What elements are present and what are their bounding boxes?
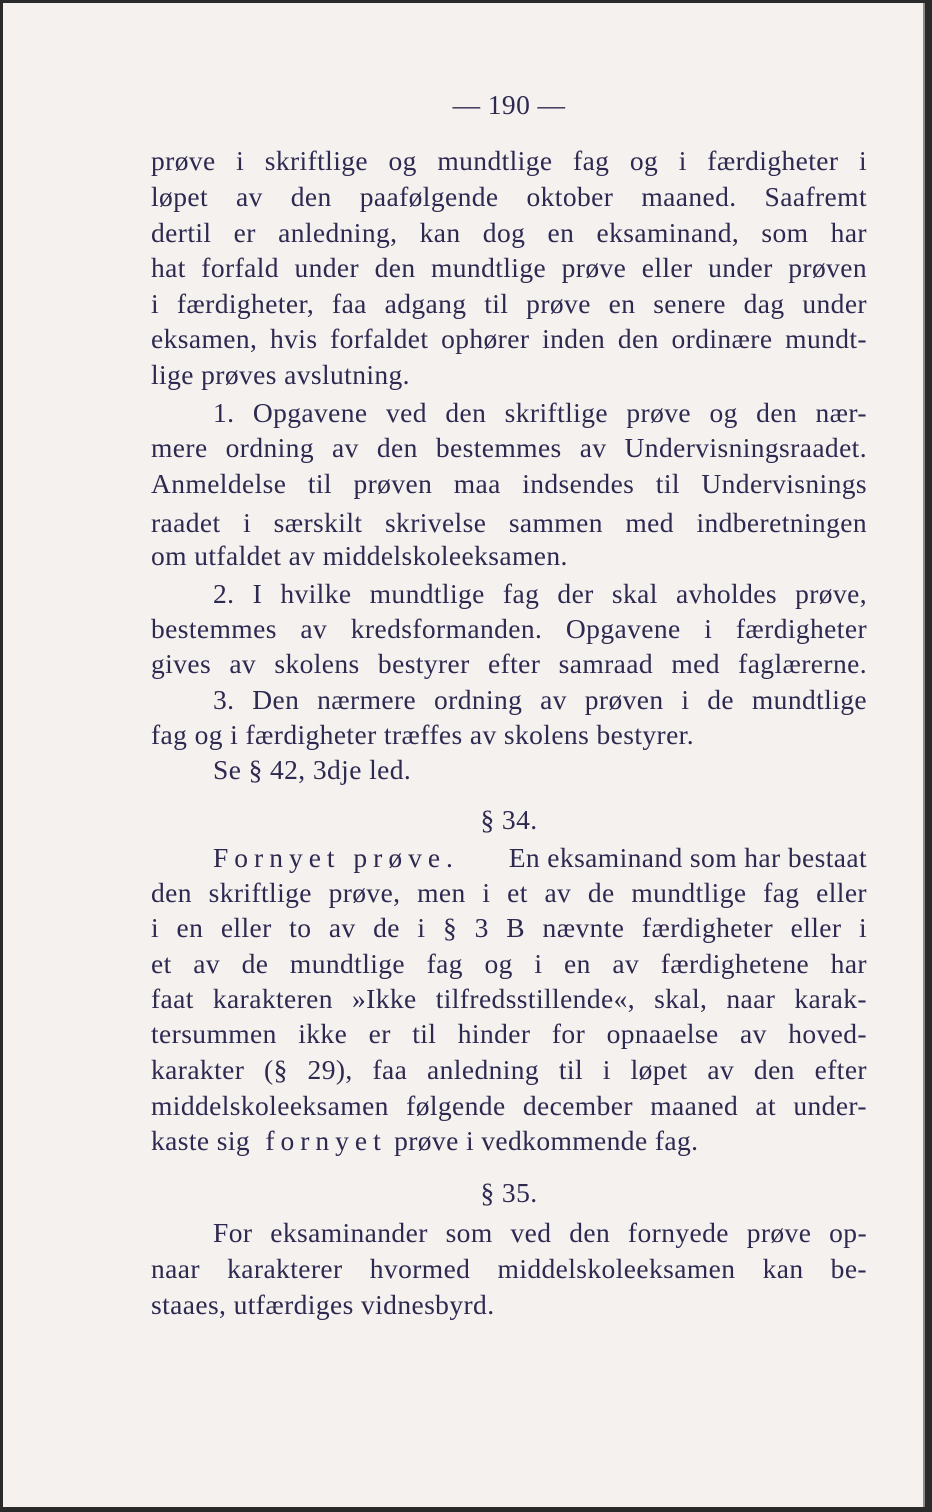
text-line-7: lige prøves avslutning. [151,359,410,390]
page-number-text: — 190 — [452,89,566,120]
text-line-32: For eksaminander som ved den fornyede prøve op- [213,1217,867,1248]
text-line-28-start: kaste sig [151,1125,251,1156]
text-line-25: tersummen ikke er til hinder for opnaaelse av hoved- [151,1018,867,1049]
text-line-22: i en eller to av de i § 3 B nævnte færdigheter eller i [151,912,867,943]
text-line-20-rest: En eksaminand som har bestaat [508,842,867,873]
text-line-9: mere ordning av den bestemmes av Undervisningsraadet. [151,432,867,463]
text-line-27: middelskoleeksamen følgende december maaned at under- [151,1090,867,1121]
text-line-4: hat forfald under den mundtlige prøve eller under prøven [151,252,867,283]
page-number [151,87,867,123]
text-line-34: staaes, utfærdiges vidnesbyrd. [151,1289,495,1320]
text-line-14: bestemmes av kredsformanden. Opgavene i færdigheter [151,613,867,644]
section-heading-34: § 34. [480,804,538,835]
section-title-fornyet-prove: Fornyet prøve. [213,842,459,873]
spaced-fornyet: fornyet [265,1125,387,1156]
text-line-28 [151,1123,867,1159]
text-line-21: den skriftlige prøve, men i et av de mundtlige fag eller [151,877,867,908]
text-line-3: dertil er anledning, kan dog en eksaminand, som har [151,217,867,248]
text-line-13: 2. I hvilke mundtlige fag der skal avholdes prøve, [213,578,867,609]
text-line-12: om utfaldet av middelskoleeksamen. [151,540,568,571]
text-line-2: løpet av den paafølgende oktober maaned. Saafremt [151,181,867,212]
text-line-26: karakter (§ 29), faa anledning til i løpet av den efter [151,1054,867,1085]
text-line-20 [151,840,867,876]
text-line-16: 3. Den nærmere ordning av prøven i de mundtlige [213,684,867,715]
text-line-6: eksamen, hvis forfaldet ophører inden den ordinære mundt- [151,323,867,354]
text-line-11: raadet i særskilt skrivelse sammen med indberetningen [151,507,867,538]
text-line-8: 1. Opgavene ved den skriftlige prøve og den nær- [213,397,867,428]
text-line-17: fag og i færdigheter træffes av skolens bestyrer. [151,719,694,750]
text-line-1: prøve i skriftlige og mundtlige fag og i færdigheter i [151,145,867,176]
text-line-10: Anmeldelse til prøven maa indsendes til Undervisnings [151,468,867,499]
text-line-24: faat karakteren »Ikke tilfredsstillende«, skal, naar karak- [151,983,867,1014]
text-line-23: et av de mundtlige fag og i en av færdighetene har [151,948,867,979]
section-heading-35: § 35. [480,1177,538,1208]
text-line-33: naar karakterer hvormed middelskoleeksamen kan be- [151,1253,867,1284]
text-line-18: Se § 42, 3dje led. [213,754,412,785]
text-line-5: i færdigheter, faa adgang til prøve en senere dag under [151,288,867,319]
text-line-28-end: prøve i vedkommende fag. [394,1125,699,1156]
text-line-15: gives av skolens bestyrer efter samraad med faglærerne. [151,648,867,679]
book-page [3,3,925,1507]
